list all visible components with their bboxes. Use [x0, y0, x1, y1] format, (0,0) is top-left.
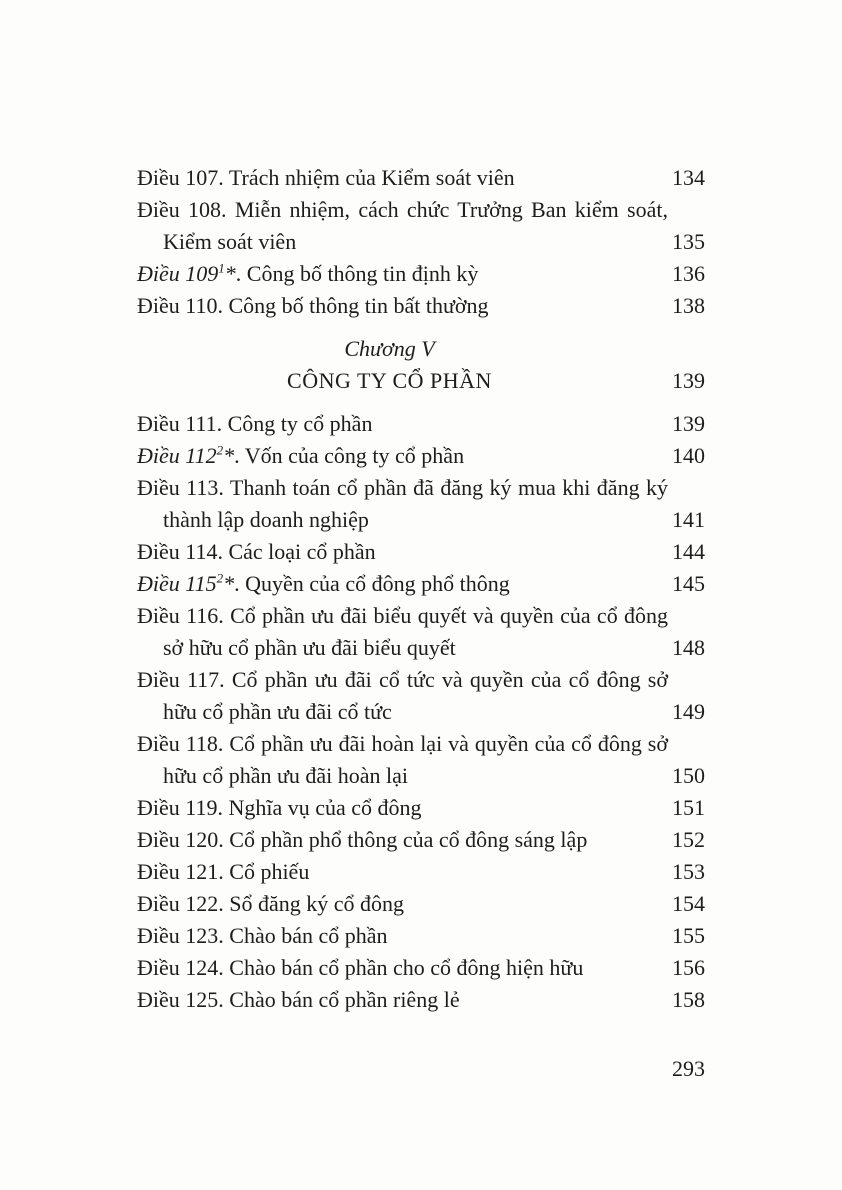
toc-entry-title: Điều 125. Chào bán cổ phần riêng lẻ — [137, 987, 460, 1012]
toc-entry-page: 140 — [672, 443, 705, 468]
toc-entry — [137, 664, 705, 728]
article-number-italic: Điều $115^2*$ — [137, 570, 235, 596]
toc-entry — [137, 792, 705, 824]
toc-entry-page: 158 — [672, 987, 705, 1012]
toc-entry — [137, 568, 705, 600]
toc-entry-page: 154 — [672, 891, 705, 916]
toc-entry-page: 148 — [672, 635, 705, 660]
toc-entry — [137, 856, 705, 888]
chapter-heading — [137, 333, 705, 397]
toc-entry — [137, 258, 705, 290]
chapter-label-row — [137, 333, 705, 365]
toc-entry-title: Điều 123. Chào bán cổ phần — [137, 923, 388, 948]
toc-entry — [137, 888, 705, 920]
toc-entry — [137, 440, 705, 472]
toc-entry-title: Điều 108. Miễn nhiệm, cách chức Trưởng Ban kiểm soát, Kiểm soát viên — [137, 197, 668, 254]
toc-entry-title: Điều 118. Cổ phần ưu đãi hoàn lại và quyền của cổ đông sở hữu cổ phần ưu đãi hoàn lại — [137, 731, 668, 788]
toc-entry-page: 145 — [672, 571, 705, 596]
toc-entry-title: Điều 119. Nghĩa vụ của cổ đông — [137, 795, 422, 820]
toc-entry-page: 135 — [672, 229, 705, 254]
toc-entry — [137, 920, 705, 952]
toc-entry-title: Điều $112^2*$. Vốn của công ty cổ phần — [137, 442, 465, 468]
toc-entry-page: 150 — [672, 763, 705, 788]
toc-entry-page: 144 — [672, 539, 705, 564]
toc-entry — [137, 408, 705, 440]
footnote-superscript: 2 — [216, 570, 224, 586]
toc-entry-title: Điều 107. Trách nhiệm của Kiểm soát viên — [137, 165, 515, 190]
toc-entry-title: Điều $115^2*$. Quyền của cổ đông phổ thông — [137, 570, 510, 596]
toc-entry-title: Điều 117. Cổ phần ưu đãi cổ tức và quyền của cổ đông sở hữu cổ phần ưu đãi cổ tức — [137, 667, 668, 724]
article-number-italic: Điều $112^2*$ — [137, 442, 235, 468]
toc-entry-page: 151 — [672, 795, 705, 820]
toc-entry-page: 141 — [672, 507, 705, 532]
table-of-contents — [137, 162, 705, 1016]
toc-entry-page: 134 — [672, 165, 705, 190]
toc-entry-page: 152 — [672, 827, 705, 852]
footnote-superscript: 2 — [216, 442, 224, 458]
toc-entry-title: Điều 120. Cổ phần phổ thông của cổ đông sáng lập — [137, 827, 588, 852]
toc-entry — [137, 952, 705, 984]
page-number: 293 — [672, 1056, 705, 1081]
toc-entry — [137, 984, 705, 1016]
chapter-title-row — [137, 365, 705, 397]
toc-entry-page: 139 — [672, 411, 705, 436]
toc-entry-title: Điều 113. Thanh toán cổ phần đã đăng ký mua khi đăng ký thành lập doanh nghiệp — [137, 475, 668, 532]
toc-entry-title: Điều 114. Các loại cổ phần — [137, 539, 376, 564]
toc-entry-title: Điều 111. Công ty cổ phần — [137, 411, 373, 436]
toc-entry — [137, 194, 705, 258]
chapter-number-label: Chương V — [344, 336, 435, 361]
toc-entry-title: Điều 122. Sổ đăng ký cổ đông — [137, 891, 405, 916]
toc-entry-page: 149 — [672, 699, 705, 724]
toc-entry-title: Điều 124. Chào bán cổ phần cho cổ đông hiện hữu — [137, 955, 584, 980]
article-number-italic: Điều $109^1*$ — [137, 260, 236, 286]
toc-entry-title: Điều 116. Cổ phần ưu đãi biểu quyết và quyền của cổ đông sở hữu cổ phần ưu đãi biểu quyết — [137, 603, 668, 660]
toc-entry — [137, 600, 705, 664]
toc-entry-page: 136 — [672, 261, 705, 286]
toc-entry-title: Điều 110. Công bố thông tin bất thường — [137, 293, 489, 318]
toc-entry-page: 155 — [672, 923, 705, 948]
toc-entry-title: Điều 121. Cổ phiếu — [137, 859, 310, 884]
footnote-superscript: 1 — [218, 260, 225, 276]
toc-entry — [137, 290, 705, 322]
toc-entry — [137, 728, 705, 792]
toc-entry — [137, 472, 705, 536]
toc-entry — [137, 824, 705, 856]
chapter-title: CÔNG TY CỔ PHẦN — [287, 368, 492, 393]
toc-entry-page: 156 — [672, 955, 705, 980]
chapter-page-number: 139 — [672, 368, 705, 393]
toc-entry — [137, 162, 705, 194]
toc-entry — [137, 536, 705, 568]
toc-entry-page: 138 — [672, 293, 705, 318]
toc-entry-title: Điều $109^1*$. Công bố thông tin định kỳ — [137, 260, 479, 286]
toc-entry-page: 153 — [672, 859, 705, 884]
